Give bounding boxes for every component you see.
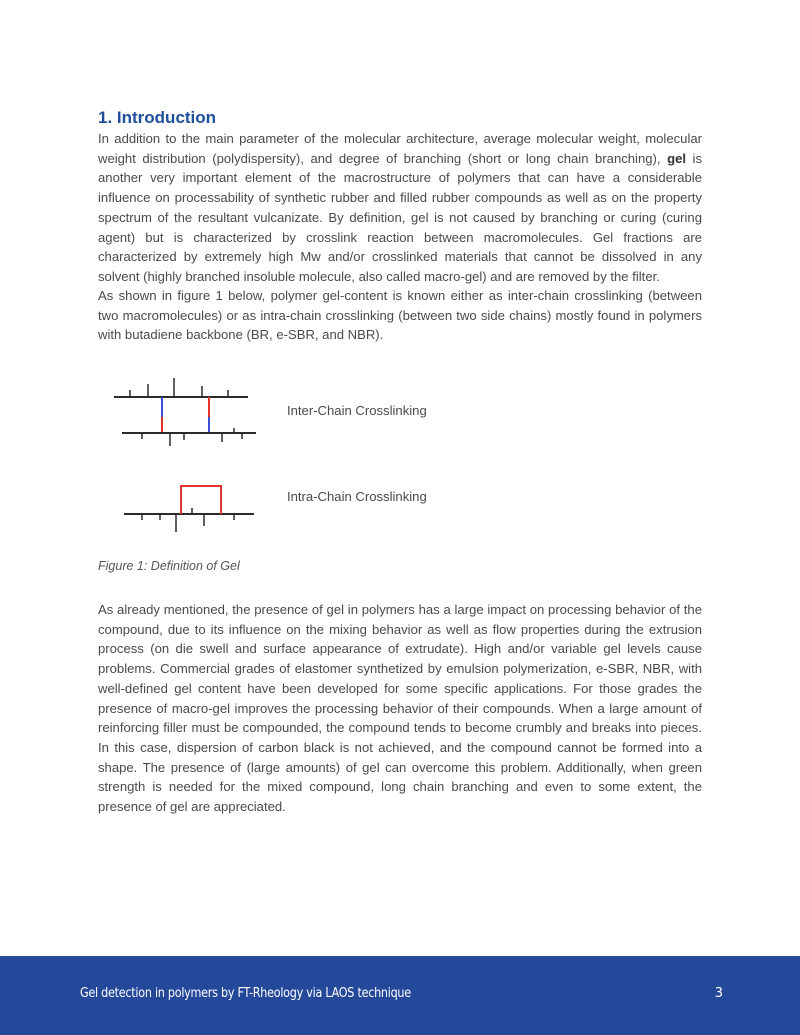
gel-definition-diagram xyxy=(110,372,270,532)
page-footer xyxy=(0,956,800,1035)
paragraph-figure-reference: As shown in figure 1 below, polymer gel-content is known either as inter-chain crosslinking (between two macromolecules) or as intra-chain crosslinking (between two side chains) mostly found in polymers with butadiene backbone (BR, e-SBR, and NBR). xyxy=(98,288,702,343)
intra-chain-diagram xyxy=(124,486,254,532)
section-heading: 1. Introduction xyxy=(98,108,217,127)
paragraph-intro-part-a: In addition to the main parameter of the molecular architecture, average molecular weight, molecular weight distribution (polydispersity), and degree of branching (short or long chain branching), xyxy=(98,131,702,166)
paragraph-gel-impact: As already mentioned, the presence of gel in polymers has a large impact on processing behavior of the compound, due to its influence on the mixing behavior as well as flow properties during the extrusion process (on die swell and surface appearance of extrudate). High and/or variable gel levels cause problems. Commercial grades of elastomer synthetized by emulsion polymerization, e-SBR, NBR, with well-defined gel content have been developed for some specific applications. For those grades the presence of macro-gel improves the processing behavior of their compounds. When a large amount of reinforcing filler must be compounded, the compound tends to become crumbly and breaks into pieces. In this case, dispersion of carbon black is not achieved, and the compound cannot be formed into a shape. The presence of (large amounts) of gel can overcome this problem. Additionally, when green strength is needed for the mixed compound, long chain branching and even to some extent, the presence of gel are appreciated. xyxy=(98,602,702,815)
intra-crosslink xyxy=(181,486,221,514)
footer-title: Gel detection in polymers by FT-Rheology via LAOS technique xyxy=(80,986,411,1001)
paragraph-intro-part-b: is another very important element of the macrostructure of polymers that can have a considerable influence on processability of synthetic rubber and filled rubber compounds as well as on the property spectrum of the resultant vulcanizate. By definition, gel is not caused by branching or curing (curing agent) but is characterized by crosslink reaction between macromolecules. Gel fractions are characterized by extremely high Mw and/or crosslinked materials that cannot be dissolved in any solvent (highly branched insoluble molecule, also called macro-gel) and are removed by the filter. xyxy=(98,150,702,284)
inter-chain-label: Inter-Chain Crosslinking xyxy=(287,403,427,418)
figure-caption: Figure 1: Definition of Gel xyxy=(98,559,240,573)
intra-chain-label: Intra-Chain Crosslinking xyxy=(287,489,427,504)
inter-chain-diagram xyxy=(114,378,256,446)
paragraph-intro xyxy=(98,129,702,287)
page-number: 3 xyxy=(714,986,723,1001)
gel-keyword: gel xyxy=(667,150,686,166)
